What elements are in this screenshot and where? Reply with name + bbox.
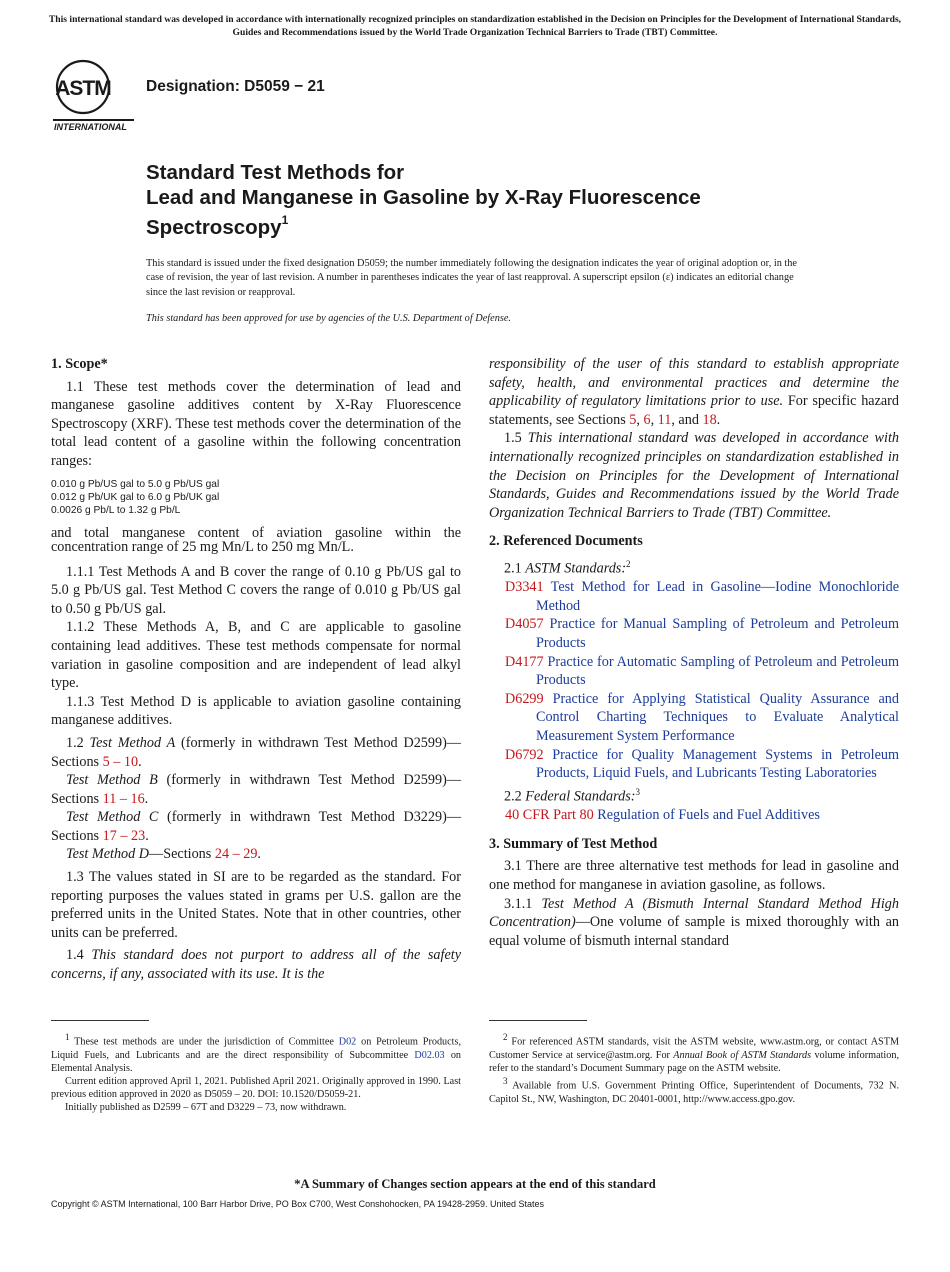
hazard-link-6[interactable]: 6 [643,411,651,428]
para-test-method-d: Test Method D—Sections 24 – 29. [66,846,261,863]
ref-title[interactable]: Regulation of Fuels and Fuel Additives [597,807,820,824]
issued-note: This standard is issued under the fixed designation D5059; the number immediately following the designation indicates the year of original adoption or, in the case of revision, the year of last revision. A number in parentheses indicates the year of last reapproval. A superscript epsilon (ε) indicates an editorial change since the last revision or reapproval. [146,258,798,298]
footnote-1-edition: Current edition approved April 1, 2021. Published April 2021. Originally approved in 1990. Last previous edition approved in 2020 as D5059 – 20. DOI: 10.1520/D5059-21. [51,1076,461,1101]
footnote-divider-left [51,1020,149,1021]
document-title [146,161,866,240]
para-1-1: 1.1 These test methods cover the determination of lead and manganese gasoline additives content by X-Ray Fluorescence Spectroscopy (XRF). These test methods cover the determination of the total lead content of a gasoline within the following concentration ranges: [51,378,461,469]
section-link-17-23[interactable]: 17 – 23 [102,827,146,844]
ref-code[interactable]: D4177 [505,653,544,670]
logo-subtext: INTERNATIONAL [54,122,127,132]
range-2: 0.012 g Pb/UK gal to 6.0 g Pb/UK gal [51,491,220,503]
para-1-3: 1.3 The values stated in SI are to be regarded as the standard. For reporting purposes the values stated in grams per U.S. gallon are the preferred units in the United States. Note that in other countries, other units can be preferred. [51,869,461,941]
range-1: 0.010 g Pb/US gal to 5.0 g Pb/US gal [51,478,220,490]
para-3-1: 3.1 There are three alternative test methods for lead in gasoline and one method for manganese in aviation gasoline, as follows. [489,858,899,893]
right-column [489,355,899,950]
para-test-method-b: Test Method B (formerly in withdrawn Test Method D2599)—Sections 11 – 16. [51,772,462,807]
footnote-1: $^1$ These test methods are under the jurisdiction of Committee D02 on Petroleum Products, Liquid Fuels, and Lubricants and are the direct responsibility of Subcommittee D02.03 on Elemental Analysis. [51,1032,461,1074]
title-footnote-ref[interactable]: 1 [281,213,289,227]
section-link-5-10[interactable]: 5 – 10 [102,753,139,770]
footnotes-left [51,1031,461,1115]
ref-40-cfr-part-80 [489,806,899,825]
summary-heading: 3. Summary of Test Method [489,835,658,852]
para-1-2: 1.2 Test Method A (formerly in withdrawn Test Method D2599)—Sections 5 – 10. [51,734,461,770]
ref-d4057 [489,615,899,652]
ref-title[interactable]: Practice for Automatic Sampling of Petroleum and Petroleum Products [536,653,900,689]
para-3-1-1: 3.1.1 Test Method A (Bismuth Internal Standard Method High Concentration)—One volume of sample is mixed thoroughly with an equal volume of bismuth internal standard [489,895,899,949]
ref-code[interactable]: D4057 [505,616,544,633]
left-column [51,355,461,984]
summary-of-changes-note: *A Summary of Changes section appears at the end of this standard [294,1177,656,1191]
ref-d6792 [489,746,899,783]
ref-title[interactable]: Practice for Applying Statistical Quality Assurance and Control Charting Techniques to Evaluate Analytical Measurement System Performance [536,690,899,745]
footnote-1-initial: Initially published as D2599 – 67T and D3229 – 73, now withdrawn. [65,1102,347,1114]
para-test-method-c: Test Method C (formerly in withdrawn Test Method D3229)—Sections 17 – 23. [51,809,462,844]
ref-code[interactable]: 40 CFR Part 80 [505,807,594,824]
para-1-1-1: 1.1.1 Test Methods A and B cover the range of 0.10 g Pb/US gal to 5.0 g Pb/US gal. Test Method C covers the range of 0.010 g Pb/US gal to 0.50 g Pb/US gal. [51,563,461,617]
title-line-3: Spectroscopy$^1$ [146,213,289,239]
referenced-documents-heading: 2. Referenced Documents [489,533,643,550]
committee-d02-link[interactable]: D02 [338,1036,357,1048]
footnote-2: $^2$ For referenced ASTM standards, visit the ASTM website, www.astm.org, or contact ASTM Customer Service at service@astm.org. For Annual Book of ASTM Standards volume information, refer to the standard’s Document Summary page on the ASTM website. [489,1032,899,1074]
copyright: Copyright © ASTM International, 100 Barr Harbor Drive, PO Box C700, West Conshohocken, PA 19428-2959. United States [51,1199,545,1209]
subcommittee-d0203-link[interactable]: D02.03 [414,1049,445,1061]
para-1-1-3: 1.1.3 Test Method D is applicable to aviation gasoline containing manganese additives. [51,693,461,729]
ref-title[interactable]: Practice for Quality Management Systems in Petroleum Products, Liquid Fuels, and Lubricants Testing Laboratories [536,746,900,782]
ref-d3341 [489,578,899,615]
hazard-link-5[interactable]: 5 [629,411,637,428]
footnote-3: $^3$ Available from U.S. Government Printing Office, Superintendent of Documents, 732 N. Capitol St., NW, Washington, DC 20401-0001, http://www.access.gpo.gov. [489,1076,899,1105]
ref-d6299 [489,690,899,746]
ref-code[interactable]: D6792 [505,746,544,763]
footnotes-right [489,1031,899,1106]
astm-logo [50,58,136,132]
hazard-link-11[interactable]: 11 [657,411,672,428]
hazard-link-18[interactable]: 18 [702,411,717,428]
section-link-11-16[interactable]: 11 – 16 [102,790,145,807]
title-line-1: Standard Test Methods for [146,161,405,184]
para-1-4: 1.4 This standard does not purport to address all of the safety concerns, if any, associated with its use. It is the [51,947,461,983]
logo-text: ASTM [55,77,111,100]
ref-title[interactable]: Practice for Manual Sampling of Petroleum and Petroleum Products [536,616,900,652]
para-2-1: 2.1 ASTM Standards:$^2$ [504,558,631,577]
para-1-1-2: 1.1.2 These Methods A, B, and C are applicable to gasoline containing lead additives. These test methods compensate for normal variation in gasoline composition and are independent of lead alkyl type. [51,619,461,692]
para-1-5: 1.5 This international standard was developed in accordance with internationally recognized principles on standardization established in the Decision on Principles for the Development of International Standards, Guides and Recommendations issued by the World Trade Organization Technical Barriers to Trade (TBT) Committee. [489,430,899,521]
ref-code[interactable]: D3341 [505,579,544,596]
para-1-4-continued: responsibility of the user of this standard to establish appropriate safety, health, and environmental practices and determine the applicability of regulatory limitations prior to use. For specific hazard statements, see Sections 5, 6, 11, and 18. [489,356,899,428]
range-3: 0.0026 g Pb/L to 1.32 g Pb/L [51,504,181,516]
wto-notice: This international standard was developed in accordance with internationally recognized principles on standardization established in the Decision on Principles for the Development of International Standards, Guides and Recommendations issued by the World Trade Organization Technical Barriers to Trade (TBT) Committee. [48,14,902,38]
dod-note: This standard has been approved for use by agencies of the U.S. Department of Defense. [146,313,512,324]
section-link-24-29[interactable]: 24 – 29 [214,846,258,863]
footnote-divider-right [489,1020,587,1021]
astm-logo-mark [50,58,136,132]
title-line-2: Lead and Manganese in Gasoline by X-Ray Fluorescence [146,185,701,209]
designation: Designation: D5059 − 21 [146,78,325,95]
para-2-2: 2.2 Federal Standards:$^3$ [504,786,640,805]
para-manganese-range: and total manganese content of aviation gasoline within the concentration range of 25 mg Mn/L to 250 mg Mn/L. [51,524,461,556]
ref-d4177 [489,653,899,690]
ref-code[interactable]: D6299 [505,690,544,707]
ref-title[interactable]: Test Method for Lead in Gasoline—Iodine Monochloride Method [536,579,899,614]
scope-heading: 1. Scope* [51,356,108,372]
